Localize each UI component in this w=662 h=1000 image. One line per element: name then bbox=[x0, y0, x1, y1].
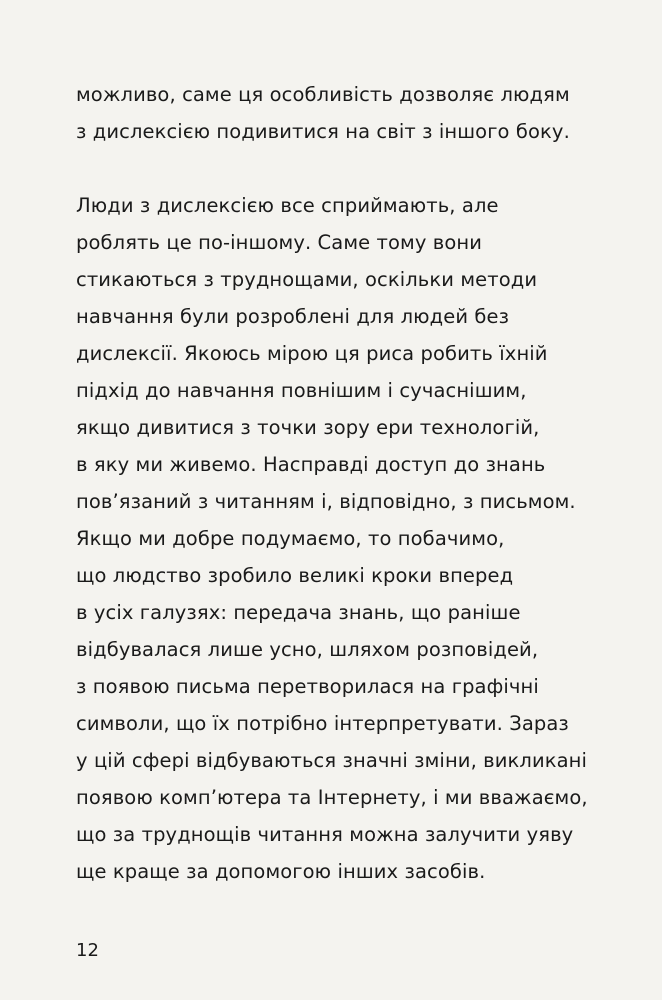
page-number: 12 bbox=[76, 940, 99, 961]
text-line: символи, що їх потрібно інтерпретувати. Зараз bbox=[76, 712, 569, 735]
text-line: з дислексією подивитися на світ з іншого боку. bbox=[76, 120, 570, 143]
text-line: Люди з дислексією все сприймають, але bbox=[76, 194, 499, 217]
text-line: у цій сфері відбуваються значні зміни, викликані bbox=[76, 749, 588, 772]
text-line: якщо дивитися з точки зору ери технологій, bbox=[76, 416, 540, 439]
text-line: навчання були розроблені для людей без bbox=[76, 305, 510, 328]
text-line: пов’язаний з читанням і, відповідно, з письмом. bbox=[76, 490, 576, 513]
text-line: що людство зробило великі кроки вперед bbox=[76, 564, 514, 587]
paragraph-2 bbox=[76, 187, 642, 890]
text-line: роблять це по-іншому. Саме тому вони bbox=[76, 231, 483, 254]
text-line: появою комп’ютера та Інтернету, і ми вважаємо, bbox=[76, 786, 588, 809]
text-line: можливо, саме ця особливість дозволяє людям bbox=[76, 83, 570, 106]
text-line: Якщо ми добре подумаємо, то побачимо, bbox=[76, 527, 505, 550]
text-line: в яку ми живемо. Насправді доступ до знань bbox=[76, 453, 546, 476]
text-line: дислексії. Якоюсь мірою ця риса робить їхній bbox=[76, 342, 548, 365]
paragraph-1 bbox=[76, 76, 642, 150]
text-line: відбувалася лише усно, шляхом розповідей, bbox=[76, 638, 539, 661]
text-line: в усіх галузях: передача знань, що раніше bbox=[76, 601, 521, 624]
text-line: з появою письма перетворилася на графічні bbox=[76, 675, 539, 698]
text-line: що за труднощів читання можна залучити уяву bbox=[76, 823, 574, 846]
text-line: підхід до навчання повнішим і сучаснішим, bbox=[76, 379, 527, 402]
text-line: стикаються з труднощами, оскільки методи bbox=[76, 268, 538, 291]
text-line: ще краще за допомогою інших засобів. bbox=[76, 860, 486, 883]
